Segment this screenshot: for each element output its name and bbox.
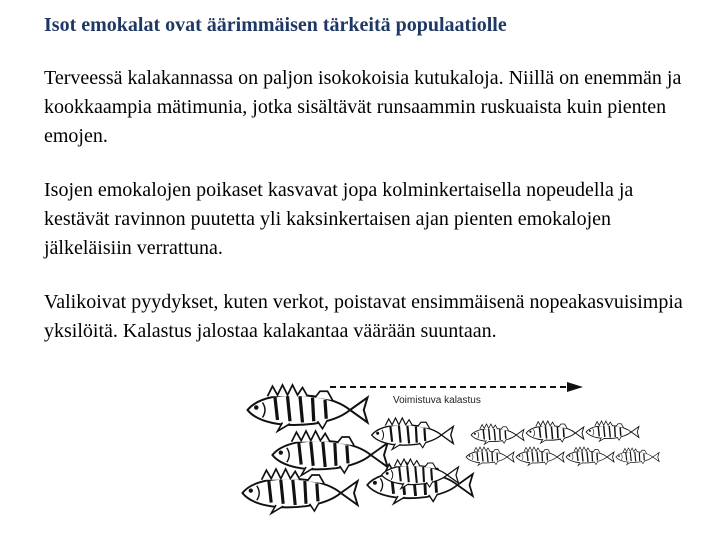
paragraph-selective-fishing: Valikoivat pyydykset, kuten verkot, poistavat ensimmäisenä nopeakasvuisimpia yksilöitä. Kalastus jalostaa kalakantaa väärään suuntaan.: [44, 291, 683, 342]
paragraph-offspring-growth: Isojen emokalojen poikaset kasvavat jopa kolminkertaisella nopeudella ja kestävät ravinnon puutetta yli kaksinkertaisen ajan pienten emokalojen jälkeläisiin verrattuna.: [44, 179, 634, 259]
fish-size-illustration: [215, 375, 685, 525]
paragraph-large-spawners: Terveessä kalakannassa on paljon isokokoisia kutukaloja. Niillä on enemmän ja kookkaampia mätimunia, jotka sisältävät runsaammin ruskuaista kuin pienten emojen.: [44, 67, 682, 147]
small-fish-icon: [466, 421, 659, 466]
arrow-head-icon: [567, 382, 583, 392]
arrow-label: Voimistuva kalastus: [393, 395, 481, 406]
slide-title: Isot emokalat ovat äärimmäisen tärkeitä populaatiolle: [44, 14, 507, 36]
